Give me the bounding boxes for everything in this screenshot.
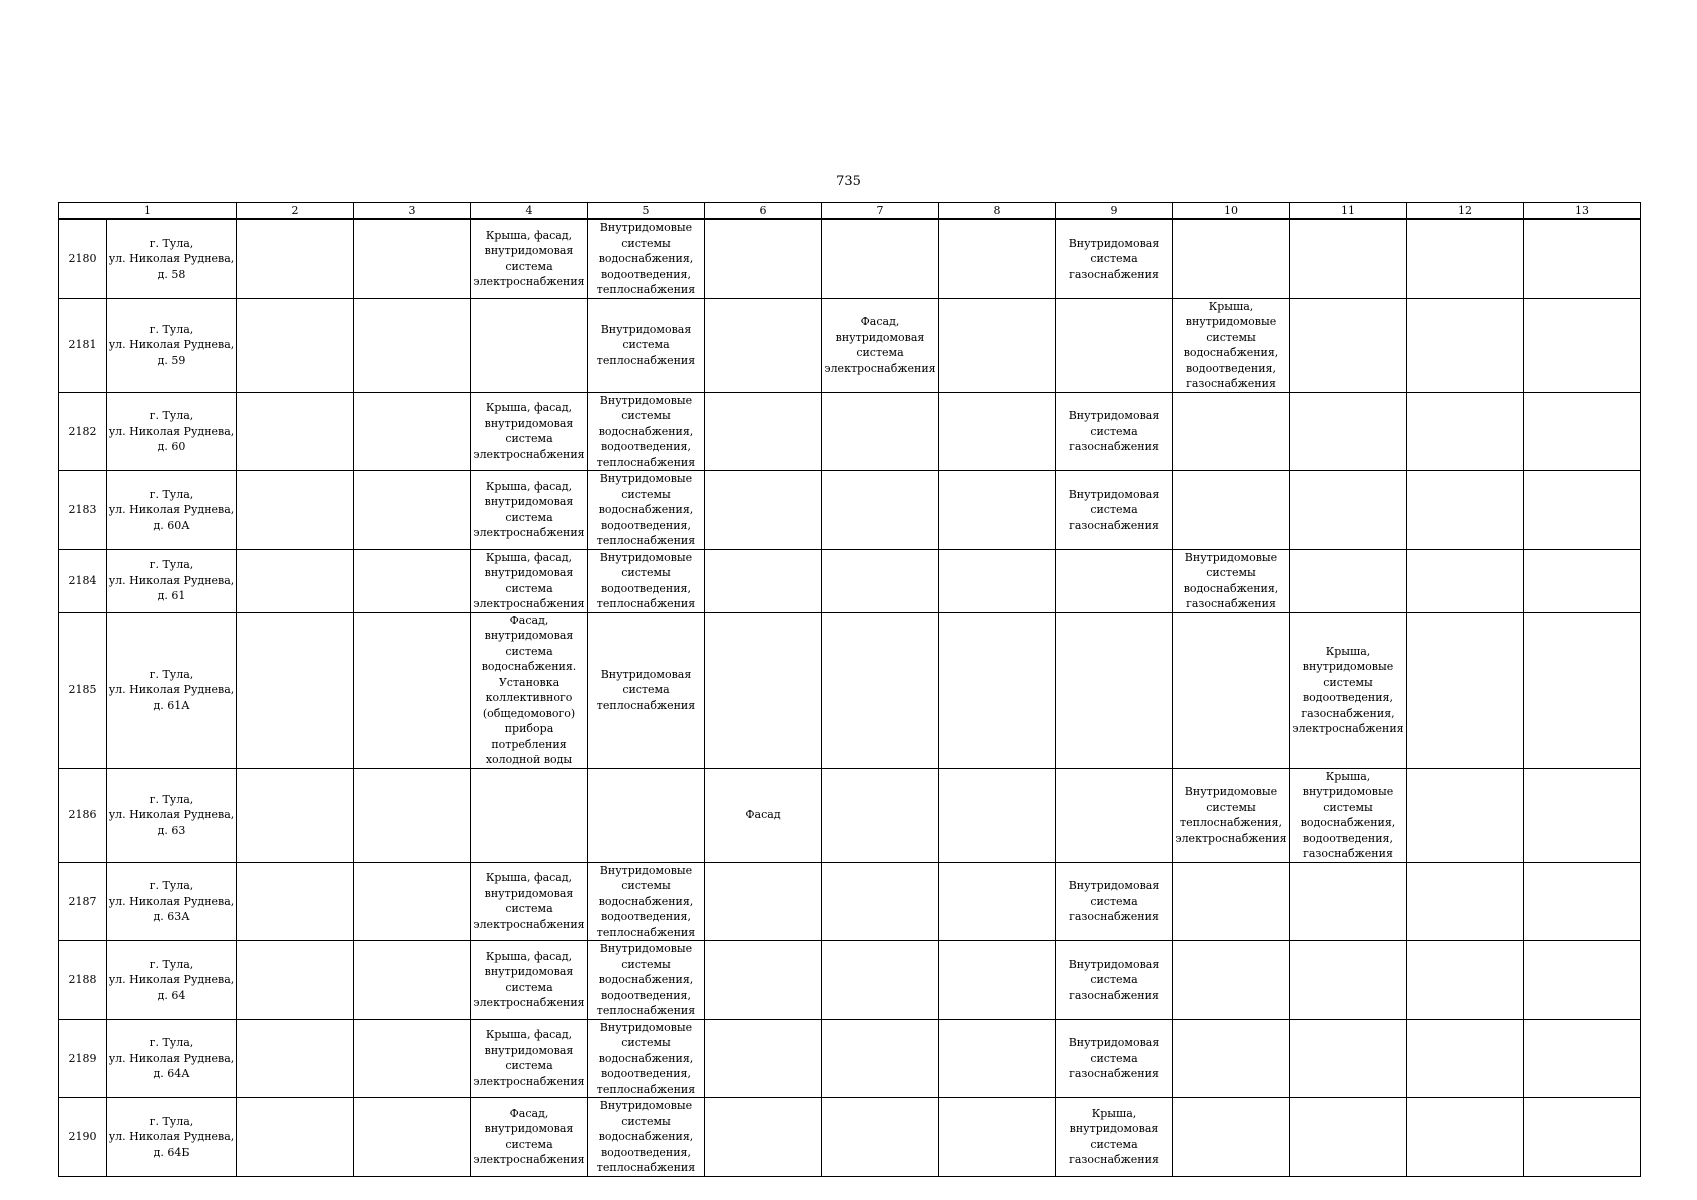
work-cell-col-7 (822, 392, 939, 471)
column-header: 5 (588, 203, 705, 220)
column-header: 1 (59, 203, 237, 220)
work-cell-col-5 (588, 768, 705, 862)
work-cell-col-11 (1290, 471, 1407, 550)
work-cell-col-9 (1056, 298, 1173, 392)
work-cell-col-6 (705, 471, 822, 550)
work-cell-col-4: Фасад, внутридомовая система водоснабжения. Установка коллективного (общедомового) прибора потребления холодной воды (471, 612, 588, 768)
row-number-cell: 2184 (59, 549, 107, 612)
work-cell-col-6 (705, 1019, 822, 1098)
address-cell: г. Тула, ул. Николая Руднева, д. 58 (107, 219, 237, 298)
work-cell-col-13 (1524, 471, 1641, 550)
work-cell-col-13 (1524, 219, 1641, 298)
work-cell-col-4: Крыша, фасад, внутридомовая система электроснабжения (471, 392, 588, 471)
work-cell-col-3 (354, 219, 471, 298)
work-cell-col-11 (1290, 219, 1407, 298)
page-number: 735 (836, 174, 861, 189)
column-header: 2 (237, 203, 354, 220)
column-header: 13 (1524, 203, 1641, 220)
row-number-cell: 2187 (59, 862, 107, 941)
work-cell-col-9: Внутридомовая система газоснабжения (1056, 941, 1173, 1020)
work-cell-col-2 (237, 612, 354, 768)
work-cell-col-9: Крыша, внутридомовая система газоснабжения (1056, 1098, 1173, 1177)
work-cell-col-5: Внутридомовая система теплоснабжения (588, 612, 705, 768)
work-cell-col-5: Внутридомовые системы водоснабжения, водоотведения, теплоснабжения (588, 862, 705, 941)
work-cell-col-13 (1524, 768, 1641, 862)
work-cell-col-8 (939, 1098, 1056, 1177)
work-cell-col-5: Внутридомовая система теплоснабжения (588, 298, 705, 392)
work-cell-col-3 (354, 1019, 471, 1098)
row-number-cell: 2186 (59, 768, 107, 862)
work-cell-col-6 (705, 549, 822, 612)
work-cell-col-10 (1173, 612, 1290, 768)
work-cell-col-2 (237, 392, 354, 471)
column-header: 4 (471, 203, 588, 220)
table-row (59, 219, 1641, 298)
work-cell-col-3 (354, 612, 471, 768)
column-header: 11 (1290, 203, 1407, 220)
row-number-cell: 2181 (59, 298, 107, 392)
address-cell: г. Тула, ул. Николая Руднева, д. 63 (107, 768, 237, 862)
table-body (59, 219, 1641, 1176)
work-cell-col-2 (237, 471, 354, 550)
work-cell-col-9: Внутридомовая система газоснабжения (1056, 1019, 1173, 1098)
address-cell: г. Тула, ул. Николая Руднева, д. 63А (107, 862, 237, 941)
work-cell-col-13 (1524, 862, 1641, 941)
row-number-cell: 2189 (59, 1019, 107, 1098)
work-cell-col-12 (1407, 549, 1524, 612)
work-cell-col-7 (822, 1019, 939, 1098)
work-cell-col-8 (939, 219, 1056, 298)
work-cell-col-6 (705, 298, 822, 392)
work-cell-col-6 (705, 1098, 822, 1177)
row-number-cell: 2190 (59, 1098, 107, 1177)
work-cell-col-4 (471, 768, 588, 862)
work-cell-col-9 (1056, 612, 1173, 768)
work-cell-col-2 (237, 1019, 354, 1098)
column-header: 3 (354, 203, 471, 220)
work-cell-col-8 (939, 941, 1056, 1020)
work-cell-col-6 (705, 392, 822, 471)
work-cell-col-7 (822, 1098, 939, 1177)
work-cell-col-12 (1407, 1019, 1524, 1098)
table-row (59, 1098, 1641, 1177)
work-cell-col-2 (237, 941, 354, 1020)
work-cell-col-10 (1173, 1098, 1290, 1177)
work-cell-col-2 (237, 768, 354, 862)
work-cell-col-12 (1407, 941, 1524, 1020)
work-cell-col-13 (1524, 1098, 1641, 1177)
work-cell-col-8 (939, 298, 1056, 392)
work-cell-col-12 (1407, 219, 1524, 298)
work-cell-col-10 (1173, 392, 1290, 471)
work-cell-col-5: Внутридомовые системы водоснабжения, водоотведения, теплоснабжения (588, 471, 705, 550)
work-cell-col-7 (822, 612, 939, 768)
work-cell-col-3 (354, 549, 471, 612)
work-cell-col-11 (1290, 1019, 1407, 1098)
column-header: 12 (1407, 203, 1524, 220)
table-row (59, 1019, 1641, 1098)
work-cell-col-7: Фасад, внутридомовая система электроснабжения (822, 298, 939, 392)
work-cell-col-8 (939, 471, 1056, 550)
work-cell-col-6 (705, 612, 822, 768)
work-cell-col-11 (1290, 549, 1407, 612)
row-number-cell: 2182 (59, 392, 107, 471)
work-cell-col-2 (237, 549, 354, 612)
table-row (59, 471, 1641, 550)
work-cell-col-2 (237, 298, 354, 392)
work-cell-col-12 (1407, 862, 1524, 941)
address-cell: г. Тула, ул. Николая Руднева, д. 64 (107, 941, 237, 1020)
work-cell-col-13 (1524, 549, 1641, 612)
work-cell-col-7 (822, 768, 939, 862)
work-cell-col-7 (822, 941, 939, 1020)
work-cell-col-8 (939, 768, 1056, 862)
work-cell-col-4: Крыша, фасад, внутридомовая система электроснабжения (471, 862, 588, 941)
address-cell: г. Тула, ул. Николая Руднева, д. 60 (107, 392, 237, 471)
register-table (58, 202, 1641, 1177)
work-cell-col-8 (939, 862, 1056, 941)
column-header: 6 (705, 203, 822, 220)
work-cell-col-9 (1056, 549, 1173, 612)
work-cell-col-9: Внутридомовая система газоснабжения (1056, 392, 1173, 471)
work-cell-col-11: Крыша, внутридомовые системы водоотведения, газоснабжения, электроснабжения (1290, 612, 1407, 768)
column-header-row (59, 203, 1641, 220)
address-cell: г. Тула, ул. Николая Руднева, д. 59 (107, 298, 237, 392)
column-header: 8 (939, 203, 1056, 220)
work-cell-col-6 (705, 941, 822, 1020)
table-row (59, 862, 1641, 941)
table-row (59, 392, 1641, 471)
work-cell-col-12 (1407, 471, 1524, 550)
work-cell-col-5: Внутридомовые системы водоснабжения, водоотведения, теплоснабжения (588, 941, 705, 1020)
work-cell-col-10 (1173, 1019, 1290, 1098)
work-cell-col-3 (354, 768, 471, 862)
work-cell-col-3 (354, 941, 471, 1020)
work-cell-col-8 (939, 1019, 1056, 1098)
work-cell-col-8 (939, 549, 1056, 612)
work-cell-col-12 (1407, 392, 1524, 471)
work-cell-col-10 (1173, 471, 1290, 550)
work-cell-col-5: Внутридомовые системы водоснабжения, водоотведения, теплоснабжения (588, 392, 705, 471)
column-header: 9 (1056, 203, 1173, 220)
work-cell-col-2 (237, 219, 354, 298)
table-row (59, 298, 1641, 392)
work-cell-col-11 (1290, 298, 1407, 392)
work-cell-col-9: Внутридомовая система газоснабжения (1056, 471, 1173, 550)
row-number-cell: 2180 (59, 219, 107, 298)
work-cell-col-3 (354, 298, 471, 392)
work-cell-col-5: Внутридомовые системы водоснабжения, водоотведения, теплоснабжения (588, 219, 705, 298)
work-cell-col-8 (939, 392, 1056, 471)
work-cell-col-4: Фасад, внутридомовая система электроснабжения (471, 1098, 588, 1177)
work-cell-col-12 (1407, 1098, 1524, 1177)
column-header: 10 (1173, 203, 1290, 220)
work-cell-col-11 (1290, 1098, 1407, 1177)
work-cell-col-11 (1290, 392, 1407, 471)
work-cell-col-10: Внутридомовые системы водоснабжения, газоснабжения (1173, 549, 1290, 612)
work-cell-col-5: Внутридомовые системы водоснабжения, водоотведения, теплоснабжения (588, 1098, 705, 1177)
work-cell-col-5: Внутридомовые системы водоотведения, теплоснабжения (588, 549, 705, 612)
work-cell-col-5: Внутридомовые системы водоснабжения, водоотведения, теплоснабжения (588, 1019, 705, 1098)
address-cell: г. Тула, ул. Николая Руднева, д. 60А (107, 471, 237, 550)
work-cell-col-4: Крыша, фасад, внутридомовая система электроснабжения (471, 1019, 588, 1098)
table-row (59, 941, 1641, 1020)
work-cell-col-13 (1524, 1019, 1641, 1098)
work-cell-col-3 (354, 471, 471, 550)
work-cell-col-9: Внутридомовая система газоснабжения (1056, 219, 1173, 298)
row-number-cell: 2185 (59, 612, 107, 768)
work-cell-col-12 (1407, 298, 1524, 392)
work-cell-col-3 (354, 862, 471, 941)
work-cell-col-7 (822, 862, 939, 941)
table-row (59, 768, 1641, 862)
work-cell-col-10 (1173, 219, 1290, 298)
work-cell-col-6: Фасад (705, 768, 822, 862)
work-cell-col-10: Внутридомовые системы теплоснабжения, электроснабжения (1173, 768, 1290, 862)
work-cell-col-11 (1290, 941, 1407, 1020)
work-cell-col-10: Крыша, внутридомовые системы водоснабжения, водоотведения, газоснабжения (1173, 298, 1290, 392)
work-cell-col-11 (1290, 862, 1407, 941)
column-header: 7 (822, 203, 939, 220)
work-cell-col-10 (1173, 862, 1290, 941)
work-cell-col-13 (1524, 612, 1641, 768)
row-number-cell: 2188 (59, 941, 107, 1020)
row-number-cell: 2183 (59, 471, 107, 550)
address-cell: г. Тула, ул. Николая Руднева, д. 64А (107, 1019, 237, 1098)
address-cell: г. Тула, ул. Николая Руднева, д. 61 (107, 549, 237, 612)
work-cell-col-12 (1407, 612, 1524, 768)
work-cell-col-4 (471, 298, 588, 392)
work-cell-col-8 (939, 612, 1056, 768)
work-cell-col-7 (822, 549, 939, 612)
work-cell-col-4: Крыша, фасад, внутридомовая система электроснабжения (471, 941, 588, 1020)
work-cell-col-3 (354, 392, 471, 471)
work-cell-col-2 (237, 1098, 354, 1177)
table-row (59, 612, 1641, 768)
work-cell-col-10 (1173, 941, 1290, 1020)
address-cell: г. Тула, ул. Николая Руднева, д. 61А (107, 612, 237, 768)
address-cell: г. Тула, ул. Николая Руднева, д. 64Б (107, 1098, 237, 1177)
work-cell-col-7 (822, 471, 939, 550)
work-cell-col-9: Внутридомовая система газоснабжения (1056, 862, 1173, 941)
work-cell-col-12 (1407, 768, 1524, 862)
work-cell-col-4: Крыша, фасад, внутридомовая система электроснабжения (471, 471, 588, 550)
work-cell-col-13 (1524, 392, 1641, 471)
work-cell-col-4: Крыша, фасад, внутридомовая система электроснабжения (471, 549, 588, 612)
work-cell-col-13 (1524, 298, 1641, 392)
table-row (59, 549, 1641, 612)
work-cell-col-2 (237, 862, 354, 941)
work-cell-col-13 (1524, 941, 1641, 1020)
work-cell-col-3 (354, 1098, 471, 1177)
work-cell-col-6 (705, 219, 822, 298)
work-cell-col-7 (822, 219, 939, 298)
work-cell-col-6 (705, 862, 822, 941)
work-cell-col-9 (1056, 768, 1173, 862)
work-cell-col-11: Крыша, внутридомовые системы водоснабжения, водоотведения, газоснабжения (1290, 768, 1407, 862)
work-cell-col-4: Крыша, фасад, внутридомовая система электроснабжения (471, 219, 588, 298)
